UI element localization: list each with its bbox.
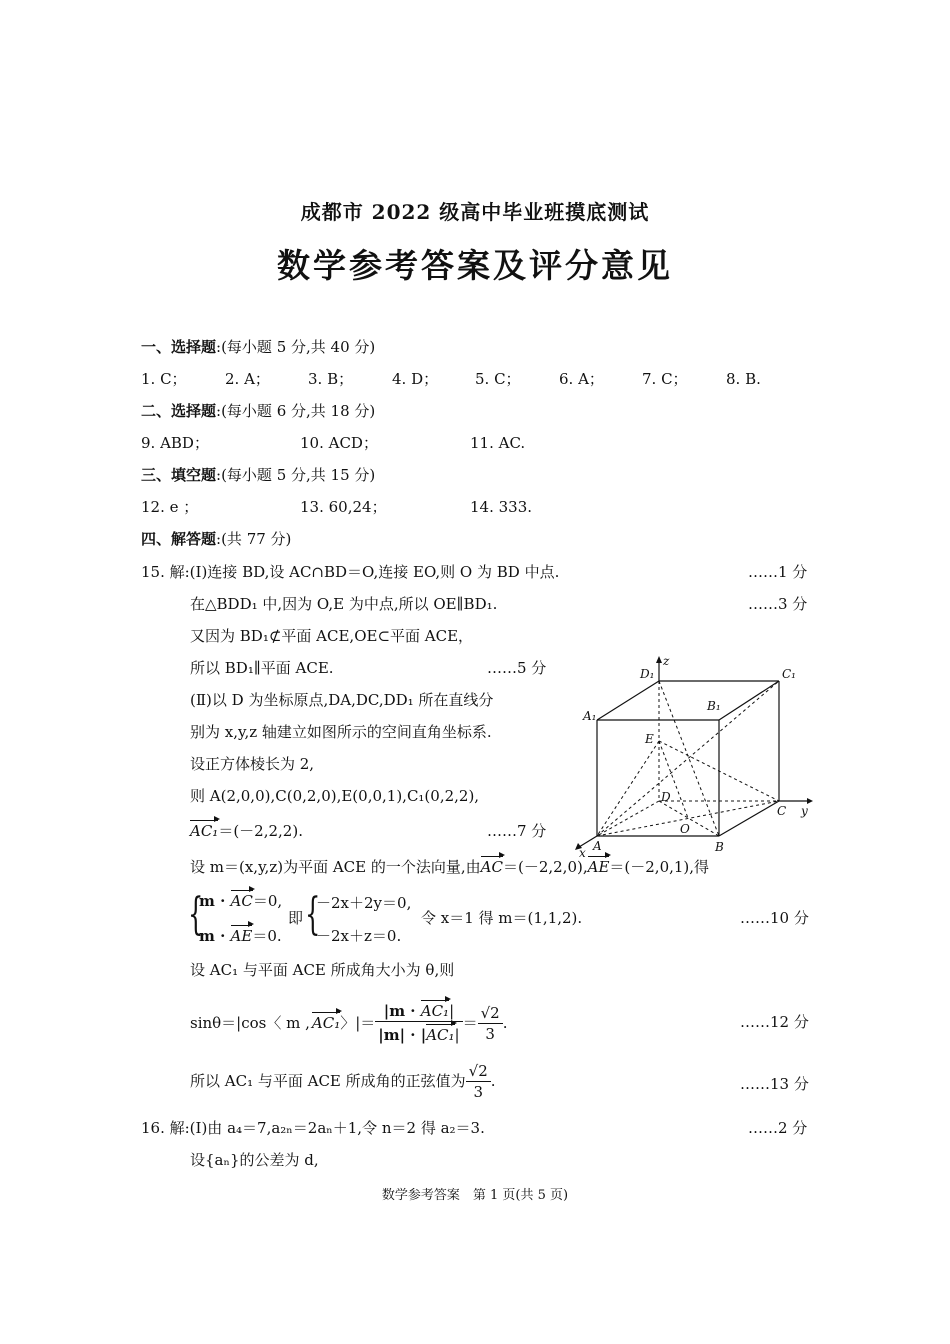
page-title: 成都市 2022 级高中毕业班摸底测试 <box>300 200 650 224</box>
text: |m| · | <box>378 1026 427 1044</box>
answer: 5. C； <box>475 370 521 388</box>
q15-line-11: 令 x＝1 得 m＝(1,1,2). <box>421 909 583 927</box>
denominator: 3 <box>485 1024 495 1043</box>
label-c1: C₁ <box>782 667 796 681</box>
text: | <box>449 1002 455 1020</box>
label-o: O <box>680 822 690 836</box>
y-axis-arrow <box>807 798 813 804</box>
vector-ac1: AC₁ <box>420 1002 450 1020</box>
text: ＝(－2,0,1),得 <box>609 858 710 876</box>
system-2-row-1: －2x＋2y＝0, <box>316 894 412 912</box>
vector-ae: AE <box>587 858 610 876</box>
label-y: y <box>801 804 808 818</box>
numerator: √2 <box>466 1061 491 1082</box>
score-mark: ……1 分 <box>748 563 808 581</box>
section-label: 二、选择题 <box>141 402 217 420</box>
label-a: A <box>593 839 602 853</box>
text: | <box>454 1026 460 1044</box>
answer: 11. AC. <box>470 434 526 452</box>
vector-ac1: AC₁ <box>190 822 219 840</box>
diag-a-c1 <box>597 681 779 836</box>
fraction <box>478 1003 503 1044</box>
answer: 2. A； <box>225 370 270 388</box>
fraction <box>375 1001 462 1045</box>
answer: 9. ABD； <box>141 434 209 452</box>
section-4-heading <box>141 529 291 549</box>
vector-value: ＝(－2,2,2). <box>218 822 303 840</box>
answer: 6. A； <box>559 370 604 388</box>
line-e-o <box>659 741 688 818</box>
edge-b1-c1 <box>719 681 779 720</box>
section-2-heading <box>141 401 375 421</box>
label-b: B <box>715 840 724 854</box>
sin-formula <box>190 996 508 1050</box>
text: ＝0. <box>252 927 282 945</box>
numerator: √2 <box>478 1003 503 1024</box>
label-d1: D₁ <box>640 667 655 681</box>
line-e-a <box>597 741 659 836</box>
q15-line-2: 在△BDD₁ 中,因为 O,E 为中点,所以 OE∥BD₁. <box>190 595 498 613</box>
q15-line-7: 设正方体棱长为 2, <box>190 755 315 773</box>
label-b1: B₁ <box>707 699 721 713</box>
text: |m · <box>383 1002 421 1020</box>
answer: 3. B； <box>308 370 354 388</box>
edge-a1-d1 <box>597 681 659 720</box>
score-mark: ……13 分 <box>740 1075 809 1093</box>
q15-line-3: 又因为 BD₁⊄平面 ACE,OE⊂平面 ACE， <box>190 627 474 645</box>
vector-ac: AC <box>480 858 503 876</box>
text: ＝0, <box>252 892 283 910</box>
section-3-heading <box>141 465 375 485</box>
score-mark: ……5 分 <box>487 659 547 677</box>
q15-line-8: 则 A(2,0,0),C(0,2,0),E(0,0,1),C₁(0,2,2), <box>190 787 480 805</box>
label-c: C <box>777 804 787 818</box>
page-subtitle: 数学参考答案及评分意见 <box>277 246 673 285</box>
z-axis-arrow <box>656 656 662 663</box>
q15-line-5: (Ⅱ)以 D 为坐标原点,DA,DC,DD₁ 所在直线分 <box>190 691 494 709</box>
section-label: 四、解答题 <box>141 530 217 548</box>
q15-line-9 <box>190 821 303 841</box>
score-mark: ……7 分 <box>487 822 547 840</box>
edge-b-c <box>719 801 779 836</box>
left-brace: { <box>188 889 204 940</box>
page-footer: 数学参考答案 第 1 页(共 5 页) <box>381 1188 569 1203</box>
text: m · <box>199 892 231 910</box>
denominator <box>375 1022 462 1045</box>
q15-line-6: 别为 x,y,z 轴建立如图所示的空间直角坐标系. <box>190 723 492 741</box>
left-brace: { <box>305 889 321 940</box>
text: ＝(－2,2,0), <box>502 858 588 876</box>
label-z: z <box>663 655 670 668</box>
denominator: 3 <box>473 1082 483 1101</box>
section-note: :(共 77 分) <box>216 530 292 548</box>
answer: 13. 60,24； <box>300 498 387 516</box>
label-e: E <box>645 732 654 746</box>
vector-ac1: AC₁ <box>426 1026 455 1044</box>
section-note: :(每小题 5 分,共 15 分) <box>216 466 376 484</box>
system-1-row-1 <box>199 891 282 911</box>
score-mark: ……10 分 <box>740 909 809 927</box>
text: m · <box>199 927 231 945</box>
cube-figure <box>575 655 815 860</box>
fraction <box>466 1061 491 1102</box>
label-a1: A₁ <box>583 709 597 723</box>
answer: 4. D； <box>392 370 439 388</box>
vector-ac1: AC₁ <box>311 1014 341 1032</box>
label-x: x <box>579 846 586 860</box>
system-1-row-2 <box>199 926 282 946</box>
text: sinθ＝|cos〈 m , <box>190 1014 310 1032</box>
text: 〉|＝ <box>340 1014 376 1032</box>
vector-ac: AC <box>230 892 253 910</box>
text: ＝ <box>462 1014 478 1032</box>
q15-line-10 <box>190 857 709 877</box>
score-mark: ……2 分 <box>748 1119 808 1137</box>
q15-line-12: 设 AC₁ 与平面 ACE 所成角大小为 θ,则 <box>190 961 455 979</box>
answer: 1. C； <box>141 370 187 388</box>
section-note: :(每小题 6 分,共 18 分) <box>216 402 376 420</box>
q15-line-4: 所以 BD₁∥平面 ACE. <box>190 659 334 677</box>
score-mark: ……3 分 <box>748 595 808 613</box>
q15-line-14 <box>190 1060 496 1102</box>
vector-ae: AE <box>230 927 253 945</box>
system-2-row-2: －2x＋z＝0. <box>316 927 402 945</box>
section-note: :(每小题 5 分,共 40 分) <box>216 338 376 356</box>
score-mark: ……12 分 <box>740 1013 809 1031</box>
answer: 7. C； <box>642 370 688 388</box>
q16-line-2: 设{aₙ}的公差为 d, <box>190 1151 319 1169</box>
section-label: 一、选择题 <box>141 338 217 356</box>
text: 设 m＝(x,y,z)为平面 ACE 的一个法向量,由 <box>190 858 481 876</box>
label-d: D <box>661 790 671 804</box>
text: . <box>490 1072 496 1090</box>
section-label: 三、填空题 <box>141 466 217 484</box>
text: 所以 AC₁ 与平面 ACE 所成角的正弦值为 <box>190 1072 466 1090</box>
answer: 8. B. <box>726 370 761 388</box>
q16-line-1: 16. 解:(Ⅰ)由 a₄＝7,a₂ₙ＝2aₙ＋1,令 n＝2 得 a₂＝3. <box>141 1119 485 1137</box>
text: . <box>502 1014 508 1032</box>
section-1-heading <box>141 337 375 357</box>
answer: 10. ACD； <box>300 434 378 452</box>
answer: 14. 333. <box>470 498 533 516</box>
numerator <box>375 1001 462 1022</box>
answer: 12. e ； <box>141 498 199 516</box>
edge-d-a <box>597 801 659 836</box>
q15-line-1: 15. 解:(Ⅰ)连接 BD,设 AC∩BD＝O,连接 EO,则 O 为 BD 中点. <box>141 563 560 581</box>
ji-text: 即 <box>288 909 304 927</box>
